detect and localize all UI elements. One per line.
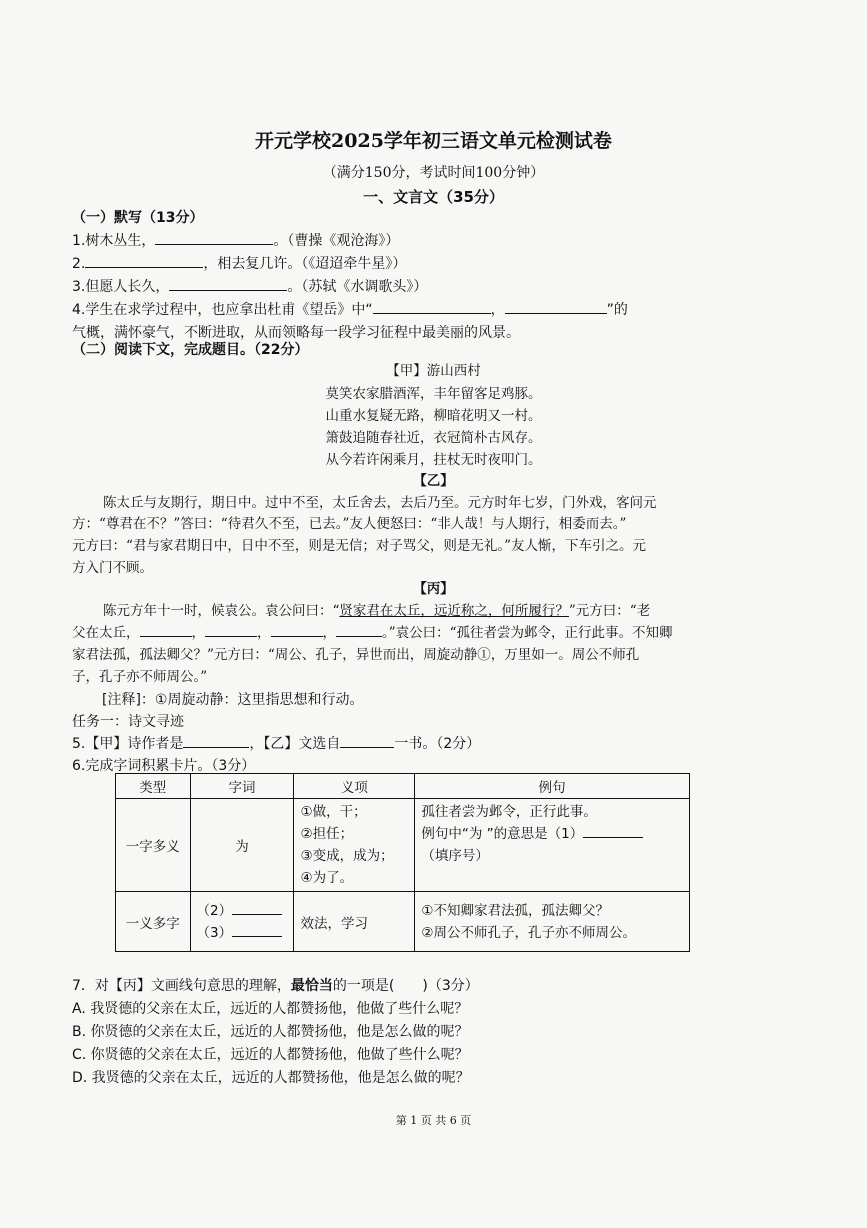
q4-text-b: ， bbox=[490, 302, 505, 318]
bing-title: 【丙】 bbox=[413, 581, 454, 597]
vocabulary-card-table bbox=[115, 773, 690, 952]
exam-title: 开元学校2025学年初三语文单元检测试卷 bbox=[255, 130, 612, 152]
q1-blank[interactable] bbox=[155, 230, 273, 245]
bing-line-2 bbox=[72, 621, 673, 641]
bing-blank-4[interactable] bbox=[336, 622, 382, 637]
bing-text: ”元方曰：“老 bbox=[568, 603, 651, 619]
column-header: 例句 bbox=[415, 774, 690, 799]
q7-stem: 的一项是( )（3分） bbox=[332, 978, 479, 994]
answer-blank-2[interactable] bbox=[232, 900, 282, 915]
q1-text-a: 1.树木丛生， bbox=[72, 233, 156, 249]
option-a[interactable]: A. 我贤德的父亲在太丘，远近的人都赞扬他，他做了些什么呢？ bbox=[72, 1001, 469, 1017]
column-header: 类型 bbox=[116, 774, 191, 799]
bing-text: 陈元方年十一时，候袁公。袁公问曰：“ bbox=[103, 603, 340, 619]
bing-underlined-sentence: 贤家君在太丘，远近称之，何所履行？ bbox=[339, 603, 569, 619]
sense-item: ④为了。 bbox=[300, 870, 354, 886]
example-sentence: 孤往者尝为邺令，正行此事。 bbox=[421, 804, 597, 820]
word-slot bbox=[197, 900, 288, 922]
task-heading: 任务一：诗文寻迹 bbox=[72, 714, 184, 730]
answer-blank-1[interactable] bbox=[583, 823, 643, 838]
slot-label: （3） bbox=[196, 924, 233, 941]
question-4 bbox=[72, 299, 628, 319]
poem-line: 从今若许闲乘月，拄杖无时夜叩门。 bbox=[325, 452, 542, 468]
q3-blank[interactable] bbox=[169, 276, 287, 291]
example-sentence: ②周公不师孔子，孔子亦不师周公。 bbox=[421, 924, 636, 941]
fill-hint: （填序号） bbox=[421, 848, 489, 864]
answer-blank-3[interactable] bbox=[232, 922, 282, 937]
q7-emphasis: 最恰当 bbox=[290, 978, 333, 994]
q4-line2: 气概，满怀豪气，不断进取，从而领略每一段学习征程中最美丽的风景。 bbox=[72, 325, 520, 341]
question-6: 6.完成字词积累卡片。（3分） bbox=[72, 758, 256, 774]
question-2 bbox=[72, 253, 406, 273]
q5-text-b: ，【乙】文选自 bbox=[249, 736, 341, 752]
part2-heading: （二）阅读下文，完成题目。（22分） bbox=[72, 342, 309, 358]
bing-text: 。”袁公曰：“孤往者尝为邺令，正行此事。不知卿 bbox=[382, 625, 673, 641]
yi-line: 方：“尊君在不？”答曰：“待君久不至，已去。”友人便怒曰：“非人哉！与人期行，相委而去。” bbox=[72, 516, 627, 532]
row2-examples bbox=[415, 892, 690, 952]
q4-text-c: ”的 bbox=[606, 302, 628, 318]
q5-blank-1[interactable] bbox=[183, 733, 249, 748]
sense-item: ③变成，成为； bbox=[300, 848, 394, 864]
q4-text-a: 4.学生在求学过程中，也应拿出杜甫《望岳》中“ bbox=[72, 302, 373, 318]
q5-text-a: 5.【甲】诗作者是 bbox=[72, 736, 184, 752]
example-prompt bbox=[421, 823, 683, 845]
table-row bbox=[116, 892, 690, 952]
word-slot bbox=[197, 922, 288, 944]
jia-title: 【甲】游山西村 bbox=[386, 363, 481, 379]
option-b[interactable]: B. 你贤德的父亲在太丘，远近的人都赞扬他，他是怎么做的呢？ bbox=[72, 1024, 469, 1040]
bing-blank-3[interactable] bbox=[271, 622, 323, 637]
column-header: 字词 bbox=[190, 774, 294, 799]
q3-text-b: 。（苏轼《水调歌头》） bbox=[287, 279, 428, 295]
row1-word: 为 bbox=[190, 799, 294, 892]
example-sentence: ①不知卿家君法孤，孤法卿父？ bbox=[421, 902, 609, 919]
poem-line: 山重水复疑无路，柳暗花明又一村。 bbox=[325, 408, 542, 424]
page-footer: 第 1 页 共 6 页 bbox=[395, 1114, 472, 1127]
prompt-text: 例句中“为 ”的意思是（1） bbox=[421, 826, 584, 842]
row2-sense: 效法，学习 bbox=[294, 892, 415, 952]
table-row bbox=[116, 799, 690, 892]
question-3 bbox=[72, 276, 427, 296]
q4-blank-2[interactable] bbox=[505, 299, 607, 314]
bing-line-1 bbox=[103, 599, 650, 619]
option-d[interactable]: D. 我贤德的父亲在太丘，远近的人都赞扬他，他是怎么做的呢？ bbox=[72, 1070, 470, 1086]
bing-text: 父在太丘， bbox=[72, 625, 140, 641]
yi-line: 元方曰：“君与家君期日中，日中不至，则是无信；对子骂父，则是无礼。”友人惭，下车引之。元 bbox=[72, 538, 647, 554]
q5-text-c: 一书。（2分） bbox=[394, 736, 481, 752]
poem-line: 箫鼓追随春社近，衣冠简朴古风存。 bbox=[325, 430, 542, 446]
q1-text-b: 。（曹操《观沧海》） bbox=[273, 233, 400, 249]
bing-line-4: 子，孔子亦不师周公。” bbox=[72, 669, 208, 685]
sense-item: ②担任； bbox=[300, 826, 354, 842]
exam-subtitle: （满分150分，考试时间100分钟） bbox=[322, 165, 545, 181]
row2-type: 一义多字 bbox=[116, 892, 191, 952]
section-heading: 一、文言文（35分） bbox=[363, 188, 504, 206]
row2-words bbox=[190, 892, 294, 952]
poem-line: 莫笑农家腊酒浑，丰年留客足鸡豚。 bbox=[325, 386, 542, 402]
bing-sep: ， bbox=[191, 625, 205, 641]
yi-title: 【乙】 bbox=[413, 473, 454, 489]
slot-label: （2） bbox=[196, 902, 233, 919]
q7-stem: 7．对【丙】文画线句意思的理解， bbox=[72, 978, 291, 994]
annotation-note: [注释]：①周旋动静：这里指思想和行动。 bbox=[102, 692, 364, 708]
column-header: 义项 bbox=[294, 774, 415, 799]
row1-senses bbox=[294, 799, 415, 892]
sense-item: ①做，干； bbox=[300, 804, 367, 820]
bing-line-3: 家君法孤，孤法卿父？”元方曰：“周公、孔子，异世而出，周旋动静①，万里如一。周公不师孔 bbox=[72, 647, 640, 663]
q3-text-a: 3.但愿人长久， bbox=[72, 279, 170, 295]
q4-blank-1[interactable] bbox=[373, 299, 491, 314]
bing-sep: ， bbox=[322, 625, 336, 641]
bing-sep: ， bbox=[257, 625, 271, 641]
question-7 bbox=[72, 975, 479, 995]
q2-blank[interactable] bbox=[85, 253, 203, 268]
table-header-row bbox=[116, 774, 690, 799]
q5-blank-2[interactable] bbox=[340, 733, 394, 748]
row1-type: 一字多义 bbox=[116, 799, 191, 892]
question-1 bbox=[72, 230, 399, 250]
bing-blank-2[interactable] bbox=[205, 622, 257, 637]
yi-line: 陈太丘与友期行，期日中。过中不至，太丘舍去，去后乃至。元方时年七岁，门外戏，客问元 bbox=[103, 495, 657, 511]
option-c[interactable]: C. 你贤德的父亲在太丘，远近的人都赞扬他，他做了些什么呢？ bbox=[72, 1047, 469, 1063]
row1-example bbox=[415, 799, 690, 892]
q2-text-a: 2. bbox=[72, 256, 86, 272]
part1-heading: （一）默写（13分） bbox=[72, 210, 204, 226]
bing-blank-1[interactable] bbox=[140, 622, 192, 637]
q2-text-b: ，相去复几许。（《迢迢牵牛星》） bbox=[203, 256, 407, 272]
question-5 bbox=[72, 733, 480, 753]
yi-line: 方入门不顾。 bbox=[72, 560, 153, 576]
